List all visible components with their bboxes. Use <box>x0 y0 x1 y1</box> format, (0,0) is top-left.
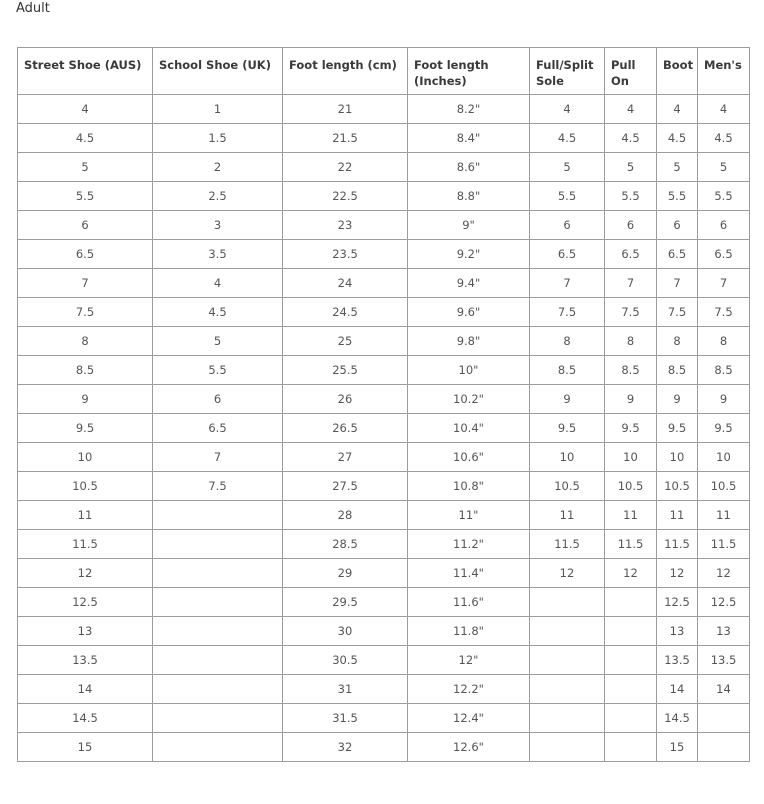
table-row <box>18 356 750 385</box>
table-cell-mens: 10.5 <box>698 472 750 501</box>
table-cell-pull-on <box>605 617 657 646</box>
table-cell-street-shoe-aus: 9.5 <box>18 414 153 443</box>
table-cell-foot-length-inches: 9.6" <box>408 298 530 327</box>
table-cell-school-shoe-uk <box>153 646 283 675</box>
table-cell-full-split-sole: 7.5 <box>530 298 605 327</box>
table-cell-mens <box>698 733 750 762</box>
table-cell-boot: 8.5 <box>657 356 698 385</box>
table-cell-full-split-sole <box>530 646 605 675</box>
table-row <box>18 240 750 269</box>
table-cell-boot: 13 <box>657 617 698 646</box>
table-cell-foot-length-cm: 23.5 <box>283 240 408 269</box>
table-cell-boot: 6 <box>657 211 698 240</box>
column-header-school-shoe-uk: School Shoe (UK) <box>153 48 283 95</box>
table-cell-pull-on: 9 <box>605 385 657 414</box>
table-cell-full-split-sole: 7 <box>530 269 605 298</box>
table-cell-street-shoe-aus: 11.5 <box>18 530 153 559</box>
table-cell-school-shoe-uk <box>153 704 283 733</box>
table-cell-foot-length-inches: 9" <box>408 211 530 240</box>
table-cell-mens: 9.5 <box>698 414 750 443</box>
table-cell-street-shoe-aus: 13.5 <box>18 646 153 675</box>
table-cell-boot: 11.5 <box>657 530 698 559</box>
table-cell-mens: 6 <box>698 211 750 240</box>
table-cell-foot-length-inches: 10.8" <box>408 472 530 501</box>
table-cell-school-shoe-uk <box>153 675 283 704</box>
table-cell-street-shoe-aus: 6 <box>18 211 153 240</box>
table-cell-street-shoe-aus: 14.5 <box>18 704 153 733</box>
table-cell-mens: 8 <box>698 327 750 356</box>
table-cell-foot-length-inches: 10.2" <box>408 385 530 414</box>
table-cell-foot-length-inches: 8.6" <box>408 153 530 182</box>
table-cell-mens: 8.5 <box>698 356 750 385</box>
table-cell-pull-on: 6 <box>605 211 657 240</box>
table-cell-boot: 7.5 <box>657 298 698 327</box>
page-title: Adult <box>16 1 50 16</box>
table-cell-full-split-sole: 10 <box>530 443 605 472</box>
table-cell-street-shoe-aus: 6.5 <box>18 240 153 269</box>
table-cell-pull-on: 4 <box>605 95 657 124</box>
table-cell-school-shoe-uk: 5 <box>153 327 283 356</box>
table-cell-full-split-sole: 4 <box>530 95 605 124</box>
table-cell-foot-length-inches: 12.6" <box>408 733 530 762</box>
table-cell-full-split-sole <box>530 704 605 733</box>
table-cell-foot-length-cm: 22.5 <box>283 182 408 211</box>
table-cell-street-shoe-aus: 10 <box>18 443 153 472</box>
table-cell-foot-length-cm: 30 <box>283 617 408 646</box>
column-header-foot-length-cm: Foot length (cm) <box>283 48 408 95</box>
table-cell-foot-length-inches: 10.6" <box>408 443 530 472</box>
table-cell-pull-on: 11.5 <box>605 530 657 559</box>
table-cell-foot-length-inches: 8.8" <box>408 182 530 211</box>
table-cell-boot: 10 <box>657 443 698 472</box>
table-cell-foot-length-cm: 28.5 <box>283 530 408 559</box>
table-cell-street-shoe-aus: 10.5 <box>18 472 153 501</box>
table-cell-foot-length-cm: 28 <box>283 501 408 530</box>
table-row <box>18 530 750 559</box>
table-cell-mens <box>698 704 750 733</box>
table-cell-foot-length-cm: 21.5 <box>283 124 408 153</box>
table-cell-pull-on: 10 <box>605 443 657 472</box>
table-cell-boot: 10.5 <box>657 472 698 501</box>
table-cell-foot-length-cm: 29.5 <box>283 588 408 617</box>
table-cell-pull-on: 6.5 <box>605 240 657 269</box>
table-cell-boot: 13.5 <box>657 646 698 675</box>
table-cell-full-split-sole: 11.5 <box>530 530 605 559</box>
table-cell-street-shoe-aus: 7.5 <box>18 298 153 327</box>
table-cell-foot-length-inches: 11.2" <box>408 530 530 559</box>
table-row <box>18 646 750 675</box>
table-row <box>18 733 750 762</box>
table-row <box>18 95 750 124</box>
table-row <box>18 385 750 414</box>
table-cell-school-shoe-uk: 2 <box>153 153 283 182</box>
table-cell-foot-length-inches: 10" <box>408 356 530 385</box>
table-cell-full-split-sole: 9.5 <box>530 414 605 443</box>
table-cell-full-split-sole: 4.5 <box>530 124 605 153</box>
table-cell-boot: 8 <box>657 327 698 356</box>
table-cell-school-shoe-uk <box>153 733 283 762</box>
table-cell-street-shoe-aus: 11 <box>18 501 153 530</box>
table-cell-foot-length-cm: 25 <box>283 327 408 356</box>
table-row <box>18 588 750 617</box>
table-cell-mens: 14 <box>698 675 750 704</box>
table-cell-boot: 14 <box>657 675 698 704</box>
table-row <box>18 211 750 240</box>
table-cell-school-shoe-uk: 3.5 <box>153 240 283 269</box>
table-cell-mens: 13.5 <box>698 646 750 675</box>
table-cell-street-shoe-aus: 8.5 <box>18 356 153 385</box>
table-cell-school-shoe-uk: 1.5 <box>153 124 283 153</box>
table-cell-full-split-sole: 8 <box>530 327 605 356</box>
table-cell-foot-length-inches: 12.2" <box>408 675 530 704</box>
table-cell-pull-on <box>605 646 657 675</box>
table-cell-school-shoe-uk: 4.5 <box>153 298 283 327</box>
table-cell-school-shoe-uk: 1 <box>153 95 283 124</box>
table-header-row <box>18 48 750 95</box>
table-cell-full-split-sole <box>530 675 605 704</box>
table-cell-foot-length-cm: 24.5 <box>283 298 408 327</box>
table-cell-boot: 5 <box>657 153 698 182</box>
table-cell-full-split-sole: 5.5 <box>530 182 605 211</box>
table-cell-full-split-sole: 6.5 <box>530 240 605 269</box>
table-row <box>18 327 750 356</box>
table-cell-foot-length-inches: 11.6" <box>408 588 530 617</box>
table-cell-school-shoe-uk: 2.5 <box>153 182 283 211</box>
table-cell-street-shoe-aus: 12 <box>18 559 153 588</box>
table-cell-pull-on: 7.5 <box>605 298 657 327</box>
table-row <box>18 617 750 646</box>
table-cell-full-split-sole: 12 <box>530 559 605 588</box>
table-cell-foot-length-cm: 29 <box>283 559 408 588</box>
table-cell-mens: 5.5 <box>698 182 750 211</box>
table-cell-street-shoe-aus: 8 <box>18 327 153 356</box>
column-header-full-split-sole: Full/Split Sole <box>530 48 605 95</box>
table-cell-mens: 4.5 <box>698 124 750 153</box>
table-cell-foot-length-inches: 11" <box>408 501 530 530</box>
table-cell-foot-length-cm: 31 <box>283 675 408 704</box>
table-cell-foot-length-inches: 9.2" <box>408 240 530 269</box>
table-cell-foot-length-inches: 8.2" <box>408 95 530 124</box>
table-cell-school-shoe-uk <box>153 588 283 617</box>
size-chart-table <box>17 47 750 762</box>
table-cell-mens: 7.5 <box>698 298 750 327</box>
table-cell-pull-on <box>605 704 657 733</box>
table-cell-full-split-sole <box>530 617 605 646</box>
table-cell-school-shoe-uk: 6.5 <box>153 414 283 443</box>
table-cell-full-split-sole: 6 <box>530 211 605 240</box>
table-cell-street-shoe-aus: 13 <box>18 617 153 646</box>
table-cell-mens: 10 <box>698 443 750 472</box>
table-cell-pull-on: 5 <box>605 153 657 182</box>
table-cell-school-shoe-uk: 5.5 <box>153 356 283 385</box>
table-cell-boot: 4.5 <box>657 124 698 153</box>
table-cell-mens: 6.5 <box>698 240 750 269</box>
table-cell-mens: 11.5 <box>698 530 750 559</box>
table-cell-street-shoe-aus: 7 <box>18 269 153 298</box>
column-header-foot-length-inches: Foot length (Inches) <box>408 48 530 95</box>
table-cell-boot: 15 <box>657 733 698 762</box>
table-row <box>18 153 750 182</box>
table-cell-foot-length-inches: 11.4" <box>408 559 530 588</box>
table-cell-school-shoe-uk <box>153 530 283 559</box>
table-cell-pull-on: 8.5 <box>605 356 657 385</box>
table-row <box>18 559 750 588</box>
table-cell-boot: 14.5 <box>657 704 698 733</box>
table-cell-mens: 13 <box>698 617 750 646</box>
table-cell-foot-length-cm: 26 <box>283 385 408 414</box>
table-cell-foot-length-cm: 26.5 <box>283 414 408 443</box>
table-cell-full-split-sole <box>530 588 605 617</box>
table-cell-mens: 11 <box>698 501 750 530</box>
table-cell-pull-on: 8 <box>605 327 657 356</box>
table-cell-pull-on <box>605 733 657 762</box>
table-cell-foot-length-inches: 12" <box>408 646 530 675</box>
table-cell-pull-on <box>605 675 657 704</box>
table-cell-school-shoe-uk <box>153 559 283 588</box>
table-cell-street-shoe-aus: 5.5 <box>18 182 153 211</box>
table-cell-boot: 12.5 <box>657 588 698 617</box>
table-cell-boot: 9.5 <box>657 414 698 443</box>
table-cell-pull-on: 7 <box>605 269 657 298</box>
table-cell-mens: 12 <box>698 559 750 588</box>
table-cell-street-shoe-aus: 15 <box>18 733 153 762</box>
table-cell-foot-length-cm: 21 <box>283 95 408 124</box>
table-cell-school-shoe-uk: 4 <box>153 269 283 298</box>
table-cell-mens: 9 <box>698 385 750 414</box>
table-cell-pull-on <box>605 588 657 617</box>
table-row <box>18 501 750 530</box>
table-cell-foot-length-cm: 31.5 <box>283 704 408 733</box>
table-cell-full-split-sole: 9 <box>530 385 605 414</box>
table-cell-foot-length-cm: 22 <box>283 153 408 182</box>
table-row <box>18 675 750 704</box>
table-cell-street-shoe-aus: 12.5 <box>18 588 153 617</box>
table-cell-pull-on: 5.5 <box>605 182 657 211</box>
table-cell-school-shoe-uk: 7 <box>153 443 283 472</box>
table-cell-boot: 7 <box>657 269 698 298</box>
table-row <box>18 472 750 501</box>
table-row <box>18 269 750 298</box>
table-cell-foot-length-inches: 9.4" <box>408 269 530 298</box>
table-cell-street-shoe-aus: 4.5 <box>18 124 153 153</box>
table-cell-foot-length-inches: 10.4" <box>408 414 530 443</box>
table-cell-boot: 6.5 <box>657 240 698 269</box>
table-cell-foot-length-cm: 24 <box>283 269 408 298</box>
column-header-boot: Boot <box>657 48 698 95</box>
column-header-pull-on: Pull On <box>605 48 657 95</box>
table-cell-school-shoe-uk: 3 <box>153 211 283 240</box>
table-cell-pull-on: 12 <box>605 559 657 588</box>
table-cell-foot-length-cm: 27 <box>283 443 408 472</box>
table-row <box>18 298 750 327</box>
column-header-street-shoe-aus: Street Shoe (AUS) <box>18 48 153 95</box>
table-cell-foot-length-inches: 12.4" <box>408 704 530 733</box>
table-cell-school-shoe-uk <box>153 617 283 646</box>
table-cell-mens: 12.5 <box>698 588 750 617</box>
table-body <box>18 95 750 762</box>
table-cell-foot-length-inches: 11.8" <box>408 617 530 646</box>
table-cell-mens: 4 <box>698 95 750 124</box>
table-cell-mens: 5 <box>698 153 750 182</box>
table-cell-school-shoe-uk <box>153 501 283 530</box>
table-row <box>18 414 750 443</box>
table-cell-boot: 4 <box>657 95 698 124</box>
table-cell-foot-length-cm: 25.5 <box>283 356 408 385</box>
table-cell-mens: 7 <box>698 269 750 298</box>
table-cell-boot: 9 <box>657 385 698 414</box>
table-cell-foot-length-inches: 9.8" <box>408 327 530 356</box>
table-cell-street-shoe-aus: 5 <box>18 153 153 182</box>
table-cell-foot-length-inches: 8.4" <box>408 124 530 153</box>
table-cell-school-shoe-uk: 6 <box>153 385 283 414</box>
table-row <box>18 124 750 153</box>
table-cell-boot: 5.5 <box>657 182 698 211</box>
table-cell-pull-on: 9.5 <box>605 414 657 443</box>
table-cell-full-split-sole <box>530 733 605 762</box>
table-cell-street-shoe-aus: 14 <box>18 675 153 704</box>
table-cell-full-split-sole: 10.5 <box>530 472 605 501</box>
table-cell-full-split-sole: 5 <box>530 153 605 182</box>
table-cell-pull-on: 11 <box>605 501 657 530</box>
table-cell-foot-length-cm: 32 <box>283 733 408 762</box>
table-cell-school-shoe-uk: 7.5 <box>153 472 283 501</box>
table-row <box>18 182 750 211</box>
table-cell-street-shoe-aus: 9 <box>18 385 153 414</box>
table-cell-foot-length-cm: 27.5 <box>283 472 408 501</box>
table-row <box>18 704 750 733</box>
table-cell-boot: 11 <box>657 501 698 530</box>
table-cell-street-shoe-aus: 4 <box>18 95 153 124</box>
table-cell-full-split-sole: 8.5 <box>530 356 605 385</box>
table-cell-foot-length-cm: 30.5 <box>283 646 408 675</box>
table-cell-boot: 12 <box>657 559 698 588</box>
table-cell-pull-on: 10.5 <box>605 472 657 501</box>
table-cell-pull-on: 4.5 <box>605 124 657 153</box>
column-header-mens: Men's <box>698 48 750 95</box>
table-cell-foot-length-cm: 23 <box>283 211 408 240</box>
table-row <box>18 443 750 472</box>
table-cell-full-split-sole: 11 <box>530 501 605 530</box>
